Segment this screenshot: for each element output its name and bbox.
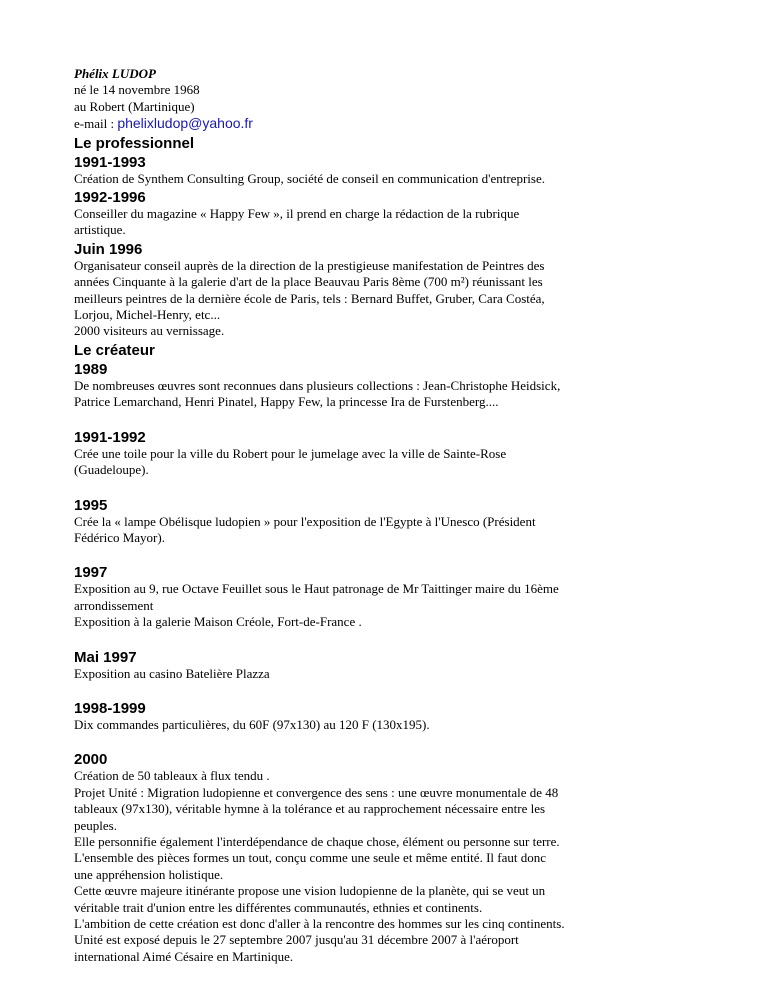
entry-text: Création de Synthem Consulting Group, société de conseil en communication d'entreprise.: [74, 170, 545, 186]
entry-text: L'ambition de cette création est donc d'aller à la rencontre des hommes sur les cinq continents.: [74, 916, 565, 931]
section-title-creator: Le créateur: [74, 341, 155, 359]
timeline-entry: [74, 649, 614, 698]
entry-year: 1992-1996: [74, 189, 146, 207]
entry-year: 1997: [74, 564, 108, 582]
timeline-entry: [74, 429, 614, 495]
entry-spacer: [74, 682, 614, 698]
entry-text: artistique.: [74, 222, 126, 238]
entry-spacer: [74, 411, 614, 427]
entry-spacer: [74, 733, 614, 749]
professional-entries: [74, 154, 614, 340]
birth-place: au Robert (Martinique): [74, 98, 195, 114]
section-title-professional: Le professionnel: [74, 134, 195, 152]
entry-text: De nombreuses œuvres sont reconnues dans plusieurs collections : Jean-Christophe Heidsick,: [74, 377, 561, 393]
entry-text: Crée une toile pour la ville du Robert pour le jumelage avec la ville de Sainte-Rose: [74, 445, 507, 461]
entry-text: tableaux (97x130), véritable hymne à la tolérance et au rapprochement nécessaire entre les: [74, 801, 546, 817]
entry-text: peuples.: [74, 817, 117, 833]
entry-text: Crée la « lampe Obélisque ludopien » pour l'exposition de l'Egypte à l'Unesco (Président: [74, 513, 536, 529]
timeline-entry: [74, 241, 614, 340]
entry-text: Patrice Lemarchand, Henri Pinatel, Happy Few, la princesse Ira de Furstenberg....: [74, 394, 499, 410]
email-link[interactable]: phelixludop@yahoo.fr: [117, 115, 253, 132]
timeline-entry: [74, 189, 614, 239]
entry-text: une appréhension holistique.: [74, 866, 224, 882]
entry-year: Juin 1996: [74, 240, 143, 258]
entry-year: 1991-1993: [74, 153, 146, 171]
cv-document: [74, 66, 614, 981]
timeline-entry: [74, 497, 614, 563]
entry-text: 2000 visiteurs au vernissage.: [74, 323, 225, 339]
entry-text: meilleurs peintres de la dernière école de Paris, tels : Bernard Buffet, Gruber, Cara Costéa,: [74, 290, 545, 306]
entry-year: 1998-1999: [74, 699, 146, 717]
entry-text: Dix commandes particulières, du 60F (97x130) au 120 F (130x195).: [74, 716, 430, 732]
entry-text: Exposition au casino Batelière Plazza: [74, 665, 270, 681]
entry-text: Unité est exposé depuis le 27 septembre 2007 jusqu'au 31 décembre 2007 à l'aéroport: [74, 932, 519, 948]
entry-year: Mai 1997: [74, 648, 137, 666]
entry-text: L'ensemble des pièces formes un tout, conçu comme une seule et même entité. Il faut donc: [74, 850, 546, 866]
entry-text: Fédérico Mayor).: [74, 529, 165, 545]
entry-text: (Guadeloupe).: [74, 462, 149, 478]
timeline-entry: [74, 361, 614, 427]
entry-text: Cette œuvre majeure itinérante propose une vision ludopienne de la planète, qui se veut un: [74, 883, 546, 899]
entry-text: Exposition à la galerie Maison Créole, Fort-de-France .: [74, 614, 362, 630]
timeline-entry: [74, 700, 614, 749]
timeline-entry: [74, 751, 614, 981]
entry-text: véritable trait d'union entre les différentes communautés, ethnies et continents.: [74, 899, 483, 915]
entry-year: 1989: [74, 360, 108, 378]
birth-date: né le 14 novembre 1968: [74, 82, 200, 98]
entry-text: international Aimé Césaire en Martinique.: [74, 948, 294, 964]
entry-year: 2000: [74, 751, 108, 769]
entry-text: Projet Unité : Migration ludopienne et convergence des sens : une œuvre monumentale de 48: [74, 784, 559, 800]
entry-spacer: [74, 631, 614, 647]
entry-text: années Cinquante à la galerie d'art de la place Beauvau Paris 8ème (700 m²) réunissant les: [74, 274, 543, 290]
timeline-entry: [74, 154, 614, 187]
email-line: [74, 115, 614, 132]
entry-text: Exposition au 9, rue Octave Feuillet sous le Haut patronage de Mr Taittinger maire du 16ème: [74, 581, 559, 597]
entry-text: Organisateur conseil auprès de la direction de la prestigieuse manifestation de Peintres des: [74, 257, 545, 273]
entry-year: 1991-1992: [74, 428, 146, 446]
creator-entries: [74, 361, 614, 981]
timeline-entry: [74, 564, 614, 646]
author-name: Phélix LUDOP: [74, 66, 156, 81]
entry-text: Elle personnifie également l'interdépendance de chaque chose, élément ou personne sur terre.: [74, 833, 560, 849]
entry-text: Conseiller du magazine « Happy Few », il prend en charge la rédaction de la rubrique: [74, 206, 520, 222]
entry-year: 1995: [74, 496, 108, 514]
entry-text: Lorjou, Michel-Henry, etc...: [74, 307, 221, 323]
email-label: e-mail :: [74, 116, 118, 132]
entry-text: Création de 50 tableaux à flux tendu .: [74, 768, 270, 784]
entry-text: arrondissement: [74, 597, 154, 613]
entry-spacer: [74, 479, 614, 495]
entry-spacer: [74, 965, 614, 981]
entry-spacer: [74, 546, 614, 562]
